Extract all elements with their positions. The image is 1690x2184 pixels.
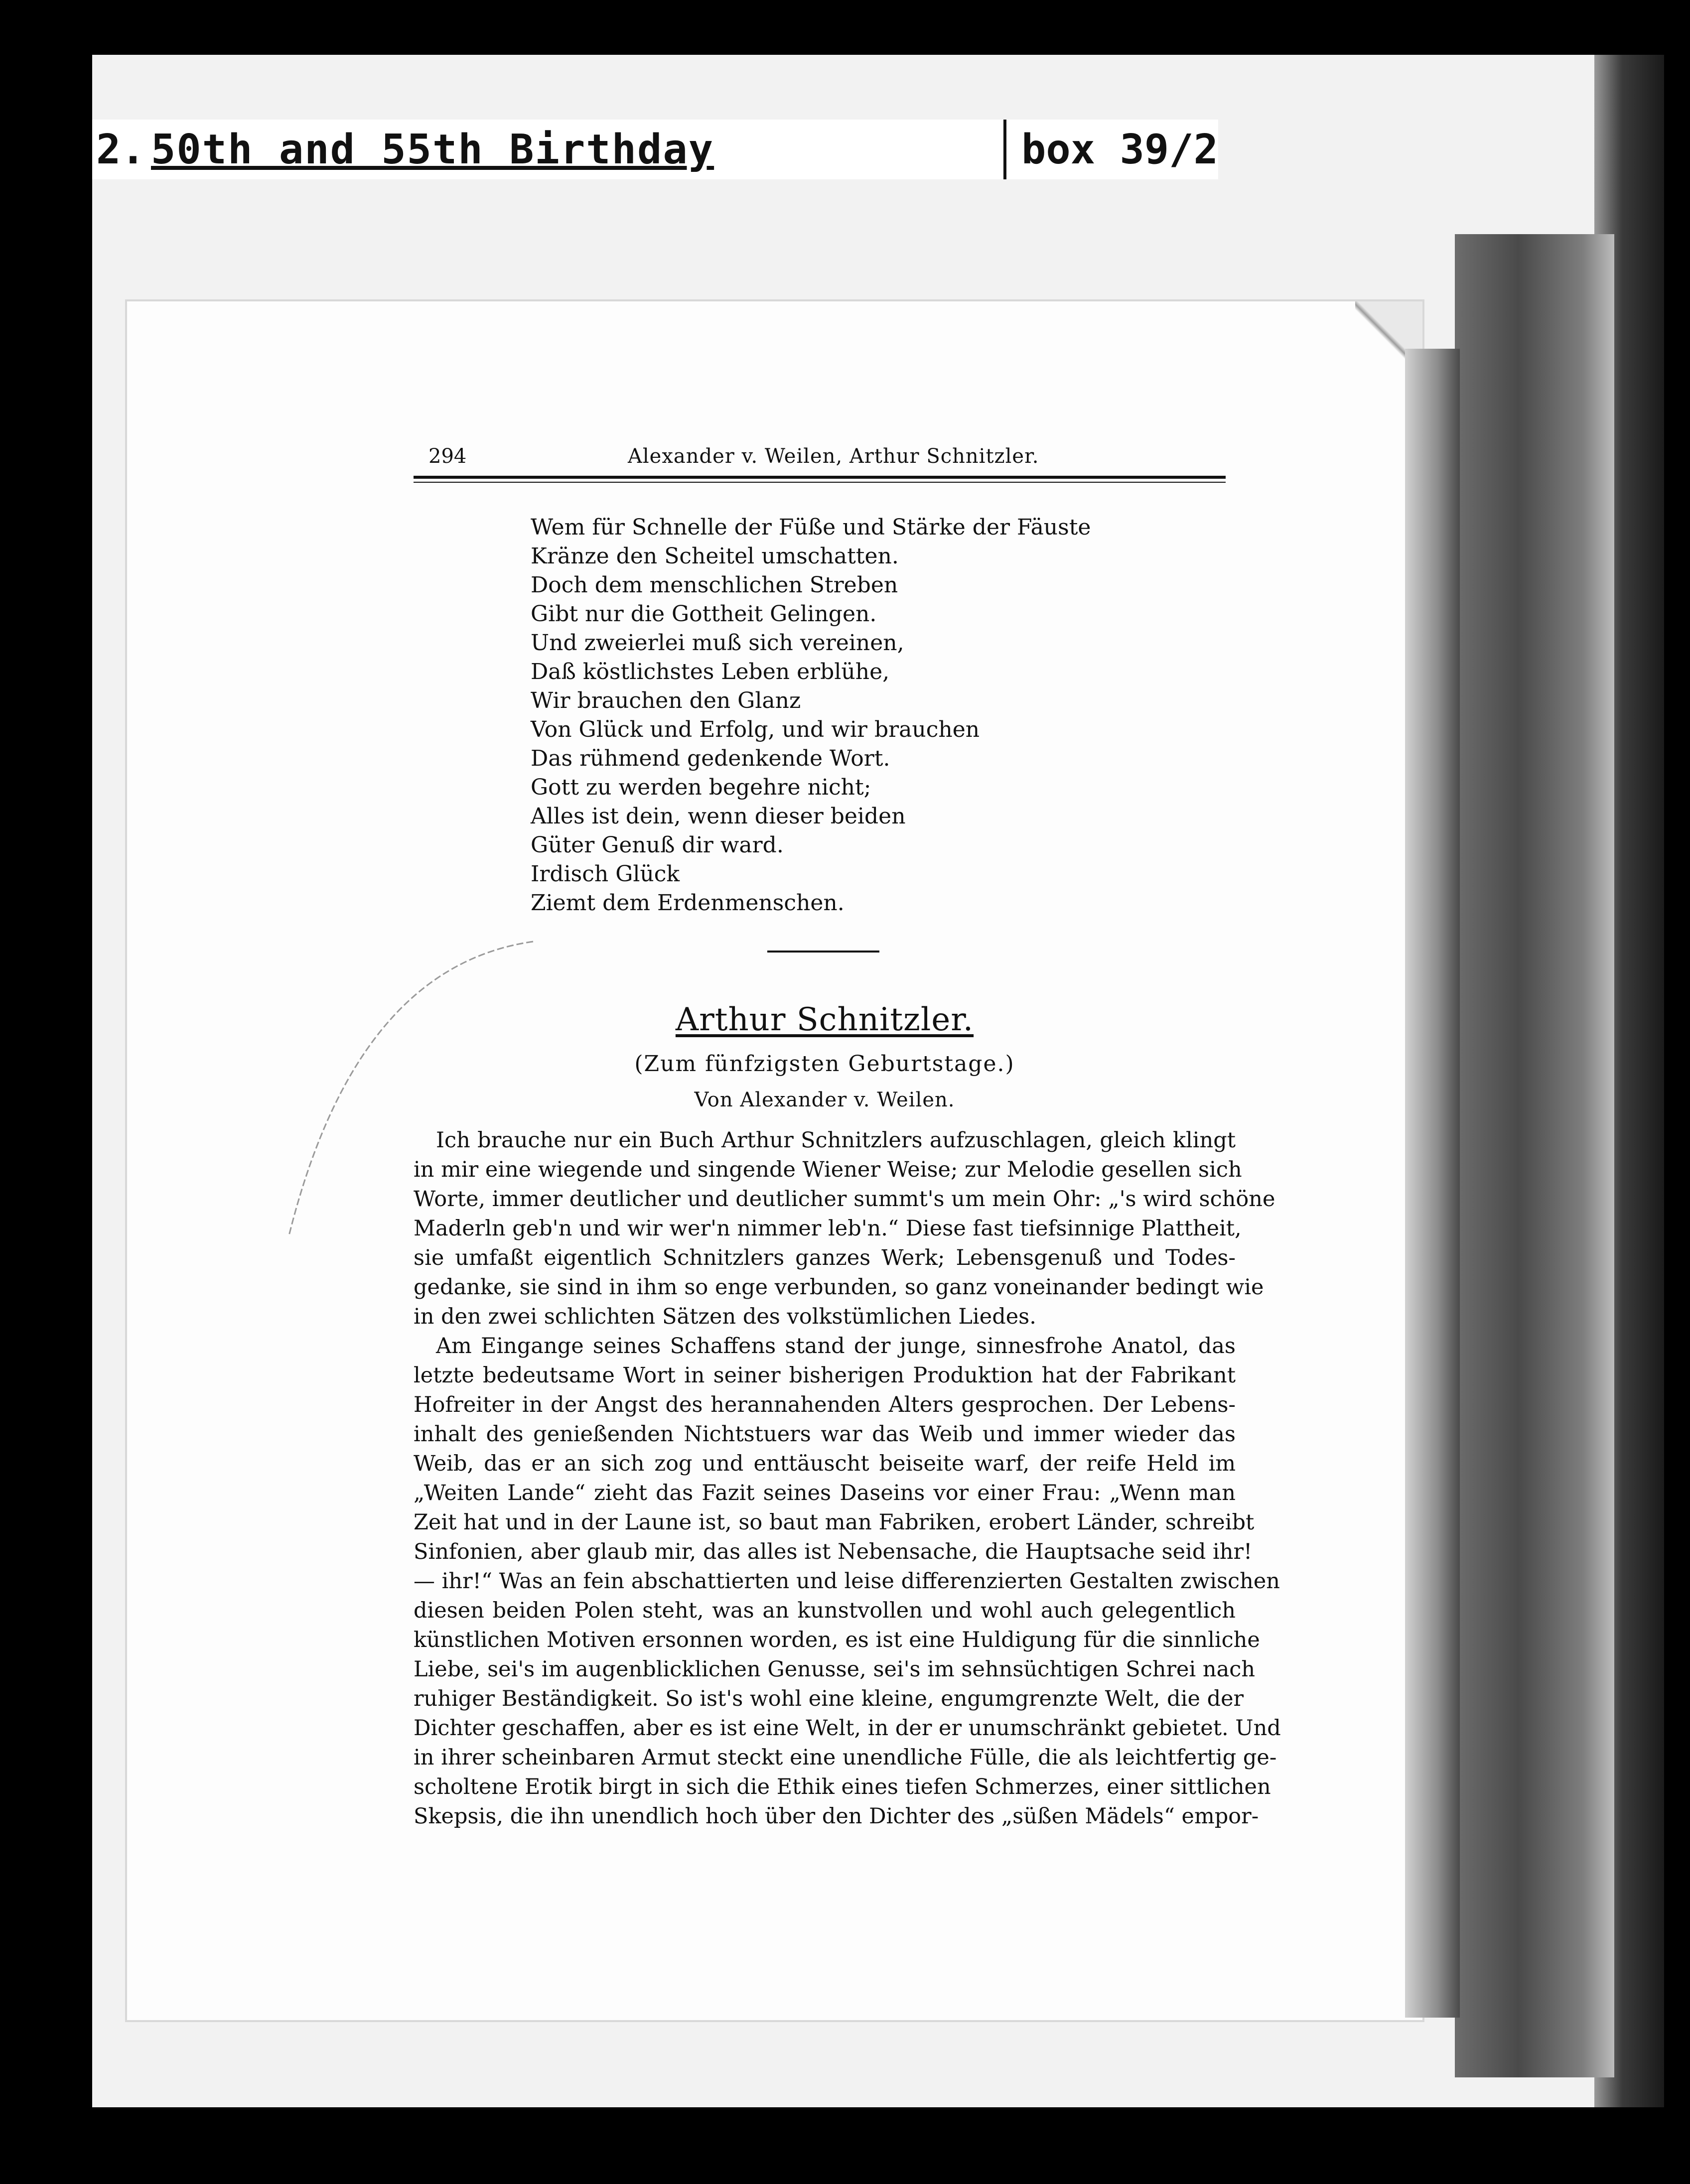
page-torn-edge [1405, 349, 1460, 2018]
poem-line: Daß köstlichstes Leben erblühe, [531, 659, 890, 684]
body-line: diesen beiden Polen steht, was an kunstvollen und wohl auch gelegentlich [414, 1598, 1236, 1623]
poem-line: Ziemt dem Erdenmenschen. [531, 890, 845, 916]
header-rule-thin [414, 482, 1226, 483]
poem-line: Von Glück und Erfolg, und wir brauchen [531, 717, 980, 742]
body-line: Ich brauche nur ein Buch Arthur Schnitzlers aufzuschlagen, gleich klingt [436, 1128, 1236, 1153]
poem-line: Gott zu werden begehre nicht; [531, 775, 871, 800]
body-line: „Weiten Lande“ zieht das Fazit seines Daseins vor einer Frau: „Wenn man [414, 1481, 1236, 1505]
page-number: 294 [428, 445, 467, 468]
article-subtitle: (Zum fünfzigsten Geburtstage.) [634, 1051, 1015, 1077]
body-line: Weib, das er an sich zog und enttäuscht beiseite warf, der reife Held im [414, 1451, 1236, 1476]
body-line: inhalt des genießenden Nichtstuers war das Weib und immer wieder das [414, 1422, 1236, 1447]
poem-line: Wem für Schnelle der Füße und Stärke der Fäuste [531, 515, 1091, 540]
poem-line: Doch dem menschlichen Streben [531, 572, 898, 598]
archive-label [92, 120, 1218, 179]
body-line: Zeit hat und in der Laune ist, so baut man Fabriken, erobert Länder, schreibt [414, 1510, 1255, 1535]
poem-line: Irdisch Glück [531, 861, 680, 887]
section-separator [767, 951, 879, 953]
backing-sheet [1455, 234, 1614, 2077]
poem-line: Gibt nur die Gottheit Gelingen. [531, 601, 877, 627]
body-line: — ihr!“ Was an fein abschattierten und leise differenzierten Gestalten zwischen [414, 1569, 1280, 1594]
poem-line: Das rühmend gedenkende Wort. [531, 746, 890, 771]
body-line: Sinfonien, aber glaub mir, das alles ist Nebensache, die Hauptsache seid ihr! [414, 1539, 1253, 1564]
poem-line: Wir brauchen den Glanz [531, 688, 801, 713]
running-head [414, 441, 1221, 471]
body-line: Hofreiter in der Angst des herannahenden Alters gesprochen. Der Lebens- [414, 1392, 1236, 1417]
body-line: letzte bedeutsame Wort in seiner bisherigen Produktion hat der Fabrikant [414, 1363, 1236, 1388]
article-title: Arthur Schnitzler. [675, 1001, 974, 1038]
body-line: Maderln geb'n und wir wer'n nimmer leb'n.“ Diese fast tiefsinnige Plattheit, [414, 1216, 1242, 1241]
body-line: künstlichen Motiven ersonnen worden, es ist eine Huldigung für die sinnliche [414, 1628, 1260, 1652]
body-line: Skepsis, die ihn unendlich hoch über den Dichter des „süßen Mädels“ empor- [414, 1804, 1259, 1829]
label-title: 50th and 55th Birthday [151, 126, 714, 173]
body-line: Dichter geschaffen, aber es ist eine Welt, in der er unumschränkt gebietet. Und [414, 1716, 1281, 1741]
body-line: Liebe, sei's im augenblicklichen Genusse, sei's im sehnsüchtigen Schrei nach [414, 1657, 1256, 1682]
body-line: sie umfaßt eigentlich Schnitzlers ganzes Werk; Lebensgenuß und Todes- [414, 1245, 1236, 1270]
body-line: ruhiger Beständigkeit. So ist's wohl eine kleine, engumgrenzte Welt, die der [414, 1686, 1244, 1711]
label-box-number: box 39/2 [1003, 120, 1218, 179]
body-line: Worte, immer deutlicher und deutlicher summt's um mein Ohr: „'s wird schöne [414, 1187, 1275, 1212]
poem [531, 513, 1178, 918]
body-line: in den zwei schlichten Sätzen des volkstümlichen Liedes. [414, 1304, 1036, 1329]
label-cut-fragment: 2. [96, 126, 145, 173]
body-line: in mir eine wiegende und singende Wiener Weise; zur Melodie gesellen sich [414, 1157, 1242, 1182]
body-line: Am Eingange seines Schaffens stand der junge, sinnesfrohe Anatol, das [436, 1334, 1236, 1359]
body-line: in ihrer scheinbaren Armut steckt eine unendliche Fülle, die als leichtfertig ge- [414, 1745, 1277, 1770]
poem-line: Güter Genuß dir ward. [531, 832, 784, 858]
body-line: scholtene Erotik birgt in sich die Ethik eines tiefen Schmerzes, einer sittlichen [414, 1774, 1271, 1799]
body-line: gedanke, sie sind in ihm so enge verbunden, so ganz voneinander bedingt wie [414, 1275, 1264, 1300]
article-byline: Von Alexander v. Weilen. [694, 1089, 955, 1111]
poem-line: Alles ist dein, wenn dieser beiden [531, 804, 906, 829]
poem-line: Kränze den Scheitel umschatten. [531, 544, 899, 569]
poem-line: Und zweierlei muß sich vereinen, [531, 630, 904, 656]
running-title: Alexander v. Weilen, Arthur Schnitzler. [628, 445, 1039, 468]
article-body [414, 1126, 1281, 1831]
header-rule [414, 476, 1226, 479]
